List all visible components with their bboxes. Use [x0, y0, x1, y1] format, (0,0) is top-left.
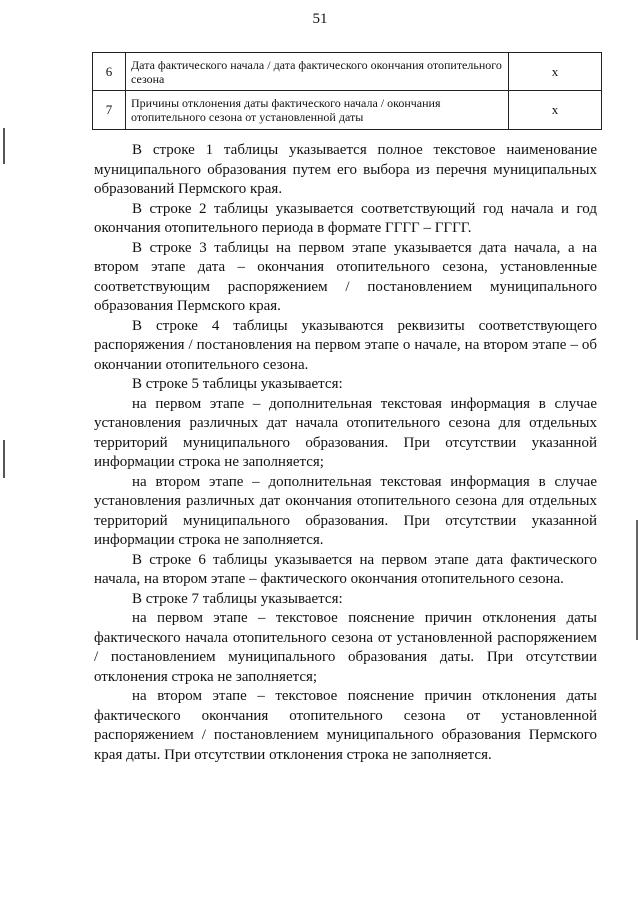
paragraph: на первом этапе – текстовое пояснение причин отклонения даты фактического начала отопительного сезона от установленной распоряжением / постановлением муниципального образования даты. При отсутствии отклонения строка не заполняется; [94, 610, 597, 685]
table-row [93, 53, 602, 91]
page-number: 51 [312, 11, 328, 27]
paragraph: на втором этапе – текстовое пояснение причин отклонения даты фактического окончания отопительного сезона от установленной распоряжением / постановлением муниципального образования Пермского края даты. При отсутствии отклонения строка не заполняется. [94, 688, 597, 763]
row-description: Дата фактического начала / дата фактического окончания отопительного сезона [126, 53, 509, 91]
paragraph: В строке 6 таблицы указывается на первом этапе дата фактического начала, на втором этапе – фактического окончания отопительного сезона. [94, 551, 597, 587]
scan-edge-mark [636, 520, 638, 640]
row-mark: х [509, 53, 602, 91]
body-text [94, 141, 597, 765]
row-description: Причины отклонения даты фактического начала / окончания отопительного сезона от установленной даты [126, 91, 509, 130]
paragraph: В строке 5 таблицы указывается: [132, 376, 343, 392]
paragraph: В строке 4 таблицы указываются реквизиты соответствующего распоряжения / постановления на первом этапе о начале, на втором этапе – об окончании отопительного сезона. [94, 317, 597, 373]
row-mark: х [509, 91, 602, 130]
scan-edge-mark [3, 128, 5, 164]
paragraph: на втором этапе – дополнительная текстовая информация в случае установления различных дат окончания отопительного сезона для отдельных территорий муниципального образования. При отсутствии указанной информации строка не заполняется. [94, 473, 597, 548]
paragraph: на первом этапе – дополнительная текстовая информация в случае установления различных дат начала отопительного сезона для отдельных территорий муниципального образования. При отсутствии указанной информации строка не заполняется; [94, 395, 597, 470]
data-table [92, 52, 602, 130]
scan-edge-mark [3, 440, 5, 478]
paragraph: В строке 7 таблицы указывается: [132, 590, 343, 607]
table-row [93, 91, 602, 130]
paragraph: В строке 2 таблицы указывается соответствующий год начала и год окончания отопительного периода в формате ГГГГ – ГГГГ. [94, 200, 597, 236]
row-number: 6 [93, 53, 126, 91]
row-number: 7 [93, 91, 126, 130]
paragraph: В строке 3 таблицы на первом этапе указывается дата начала, а на втором этапе дата – окончания отопительного сезона, установленные соответствующим распоряжением / постановлением муниципального образования Пермского края. [94, 239, 597, 314]
paragraph: В строке 1 таблицы указывается полное текстовое наименование муниципального образования путем его выбора из перечня муниципальных образований Пермского края. [94, 142, 597, 197]
